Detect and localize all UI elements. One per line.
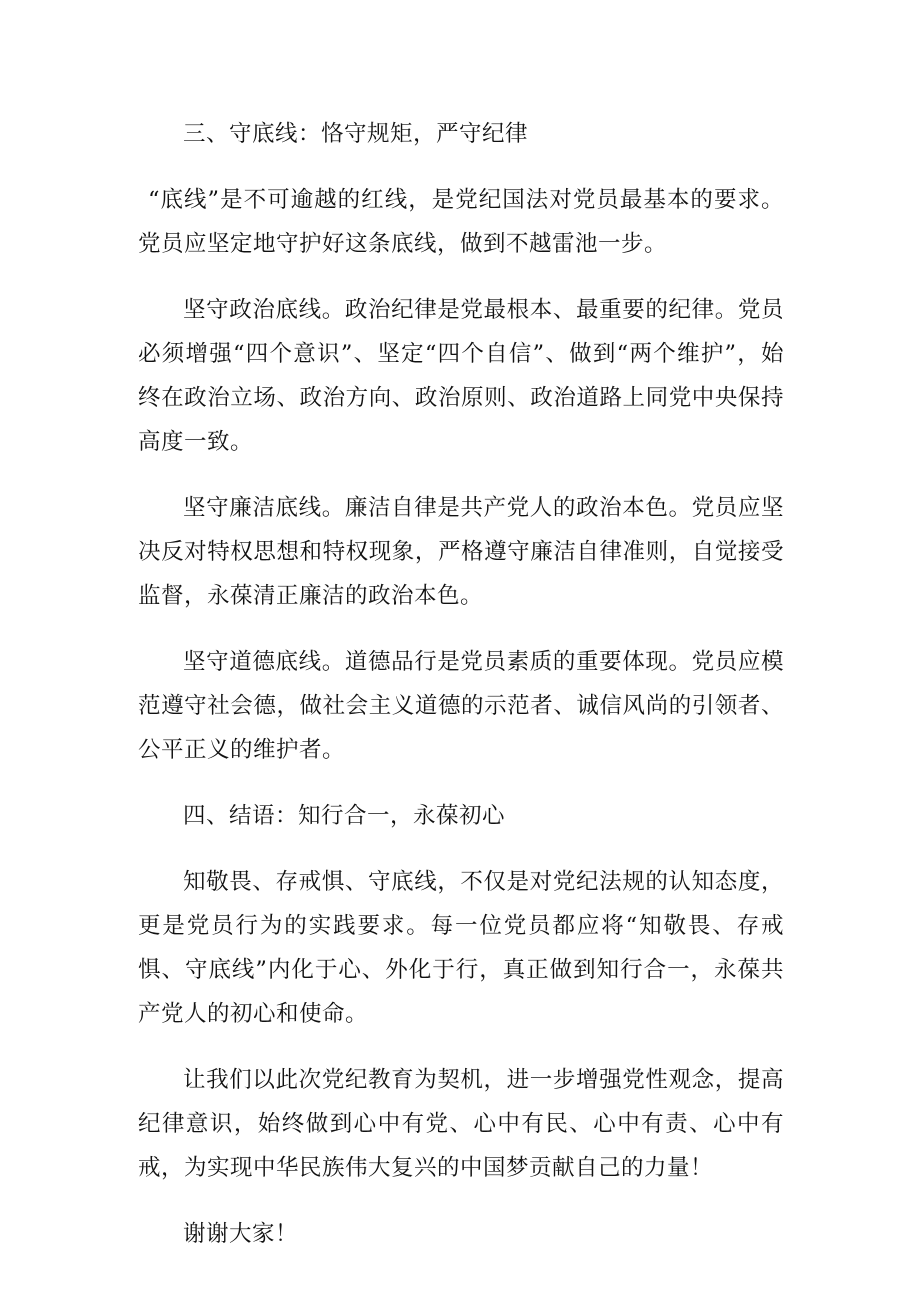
section-3-heading: 三、守底线：恪守规矩，严守纪律 — [183, 121, 529, 147]
section-3-intro-paragraph: “底线”是不可逾越的红线，是党纪国法对党员最基本的要求。党员应坚定地守护好这条底线，做到不越雷池一步。 — [138, 187, 784, 257]
political-bottomline-paragraph: 坚守政治底线。政治纪律是党最根本、最重要的纪律。党员必须增强“四个意识”、坚定“四个自信”、做到“两个维护”，始终在政治立场、政治方向、政治原则、政治道路上同党中央保持高度一致。 — [138, 297, 784, 455]
conclusion-paragraph-2: 让我们以此次党纪教育为契机，进一步增强党性观念，提高纪律意识，始终做到心中有党、心中有民、心中有责、心中有戒，为实现中华民族伟大复兴的中国梦贡献自己的力量！ — [138, 1067, 784, 1181]
conclusion-paragraph-1: 知敬畏、存戒惧、守底线，不仅是对党纪法规的认知态度，更是党员行为的实践要求。每一位党员都应将“知敬畏、存戒惧、守底线”内化于心、外化于行，真正做到知行合一，永葆共产党人的初心和使命。 — [138, 869, 784, 1027]
section-4-heading: 四、结语：知行合一，永葆初心 — [183, 803, 506, 829]
closing-line: 谢谢大家！ — [183, 1221, 299, 1247]
integrity-bottomline-paragraph: 坚守廉洁底线。廉洁自律是共产党人的政治本色。党员应坚决反对特权思想和特权现象，严格遵守廉洁自律准则，自觉接受监督，永葆清正廉洁的政治本色。 — [138, 495, 784, 609]
document-body — [138, 112, 784, 1278]
moral-bottomline-paragraph: 坚守道德底线。道德品行是党员素质的重要体现。党员应模范遵守社会德，做社会主义道德的示范者、诚信风尚的引领者、公平正义的维护者。 — [138, 649, 784, 763]
